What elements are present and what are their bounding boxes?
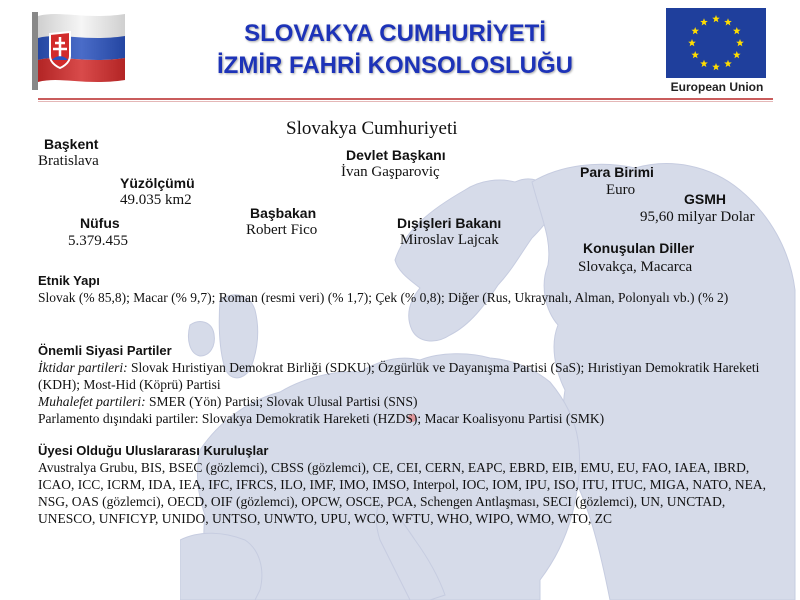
fact-pm-label: Başbakan <box>250 205 317 221</box>
opposition-text: SMER (Yön) Partisi; Slovak Ulusal Partisi (SNS) <box>145 394 418 409</box>
fact-fm-label: Dışişleri Bakanı <box>397 215 502 231</box>
eu-star <box>688 39 696 46</box>
fact-languages <box>583 239 694 258</box>
eu-star <box>724 18 732 25</box>
eu-star <box>724 60 732 67</box>
fact-area-label: Yüzölçümü <box>120 175 195 191</box>
eu-star <box>712 15 720 22</box>
title-line-1: SLOVAKYA CUMHURİYETİ <box>244 20 546 47</box>
page-subtitle: Slovakya Cumhuriyeti <box>286 118 458 139</box>
fact-languages-label: Konuşulan Diller <box>583 240 695 256</box>
parties-heading: Önemli Siyasi Partiler <box>38 343 172 358</box>
eu-stars-icon <box>666 8 766 78</box>
fact-currency-label: Para Birimi <box>580 164 654 180</box>
ruling-label: İktidar partileri: <box>38 360 128 375</box>
eu-flag <box>666 8 766 78</box>
opposition-label: Muhalefet partileri: <box>38 394 146 409</box>
ethnic-text: Slovak (% 85,8); Macar (% 9,7); Roman (resmi veri) (% 1,7); Çek (% 0,8); Diğer (Rus, Ukraynalı, Alman, Polonyalı vb.) (% 2) <box>38 290 729 305</box>
fact-area-value: 49.035 km2 <box>120 192 192 208</box>
fact-capital-label: Başkent <box>44 136 99 152</box>
fact-currency-value: Euro <box>606 182 636 198</box>
fact-currency-value-wrap <box>606 181 635 200</box>
eu-star <box>691 51 699 58</box>
eu-logo <box>662 6 772 98</box>
orgs-section <box>38 442 778 527</box>
parties-opposition <box>38 393 778 410</box>
slovakia-flag <box>30 10 130 90</box>
parties-outside: Parlamento dışındaki partiler: Slovakya Demokratik Hareketi (HZDS); Macar Koalisyonu Partisi (SMK) <box>38 411 605 426</box>
ethnic-section <box>38 272 778 306</box>
eu-star <box>700 18 708 25</box>
fact-president-value: İvan Gaşparoviç <box>341 164 440 180</box>
parties-section <box>38 342 778 427</box>
fact-president-label: Devlet Başkanı <box>346 147 446 163</box>
orgs-heading: Üyesi Olduğu Uluslararası Kuruluşlar <box>38 443 269 458</box>
fact-population-value-wrap <box>68 232 128 251</box>
fact-gnp-label: GSMH <box>684 191 726 207</box>
fact-area-value-wrap <box>120 191 192 210</box>
title-line-2: İZMİR FAHRİ KONSOLOSLUĞU <box>217 52 573 79</box>
consulate-title <box>165 18 625 82</box>
fact-languages-value: Slovakça, Macarca <box>578 259 693 275</box>
fact-population-label: Nüfus <box>80 215 120 231</box>
fact-pm-value: Robert Fico <box>246 222 318 238</box>
eu-star <box>733 27 741 34</box>
fact-pm-value-wrap <box>246 221 317 240</box>
ethnic-heading: Etnik Yapı <box>38 273 100 288</box>
fact-president-value-wrap <box>341 163 440 182</box>
eu-star <box>712 63 720 70</box>
fact-capital-value-wrap <box>38 152 99 171</box>
fact-population <box>80 214 120 233</box>
fact-gnp <box>684 190 726 209</box>
fact-population-value: 5.379.455 <box>68 233 128 249</box>
fact-fm-value: Miroslav Lajcak <box>400 232 499 248</box>
eu-star <box>736 39 744 46</box>
eu-star <box>700 60 708 67</box>
eu-star <box>691 27 699 34</box>
fact-currency <box>580 163 654 182</box>
fact-capital-value: Bratislava <box>38 153 99 169</box>
fact-fm-value-wrap <box>400 231 499 250</box>
header-rule <box>38 98 773 100</box>
eu-label: European Union <box>670 80 764 94</box>
fact-gnp-value: 95,60 milyar Dolar <box>640 209 755 225</box>
eu-star <box>733 51 741 58</box>
parties-ruling <box>38 359 778 393</box>
header-rule-shadow <box>38 101 773 102</box>
orgs-text: Avustralya Grubu, BIS, BSEC (gözlemci), CBSS (gözlemci), CE, CEI, CERN, EAPC, EBRD, EIB, EMU, EU, FAO, IAEA, IBRD, ICAO, ICC, ICRM, IDA, IEA, IFC, IFRCS, ILO, IMF, IMO, IMSO, Interpol, IOC, IOM, IPU, ISO, ITU, ITUC, MIGA, NATO, NEA, NSG, OAS (gözlemci), OECD, OIF (gözlemci), OPCW, OSCE, PCA, Schengen Antlaşması, SECI (gözlemci), UN, UNCTAD, UNESCO, UNFICYP, UNIDO, UNTSO, UNWTO, UPU, WCO, WFTU, WHO, WIPO, WMO, WTO, ZC <box>38 460 767 526</box>
fact-gnp-value-wrap <box>640 208 755 227</box>
ruling-text: Slovak Hıristiyan Demokrat Birliği (SDKU); Özgürlük ve Dayanışma Partisi (SaS); Hıristiyan Demokratik Hareketi (KDH); Most-Hid (Köprü) Partisi <box>38 360 760 392</box>
